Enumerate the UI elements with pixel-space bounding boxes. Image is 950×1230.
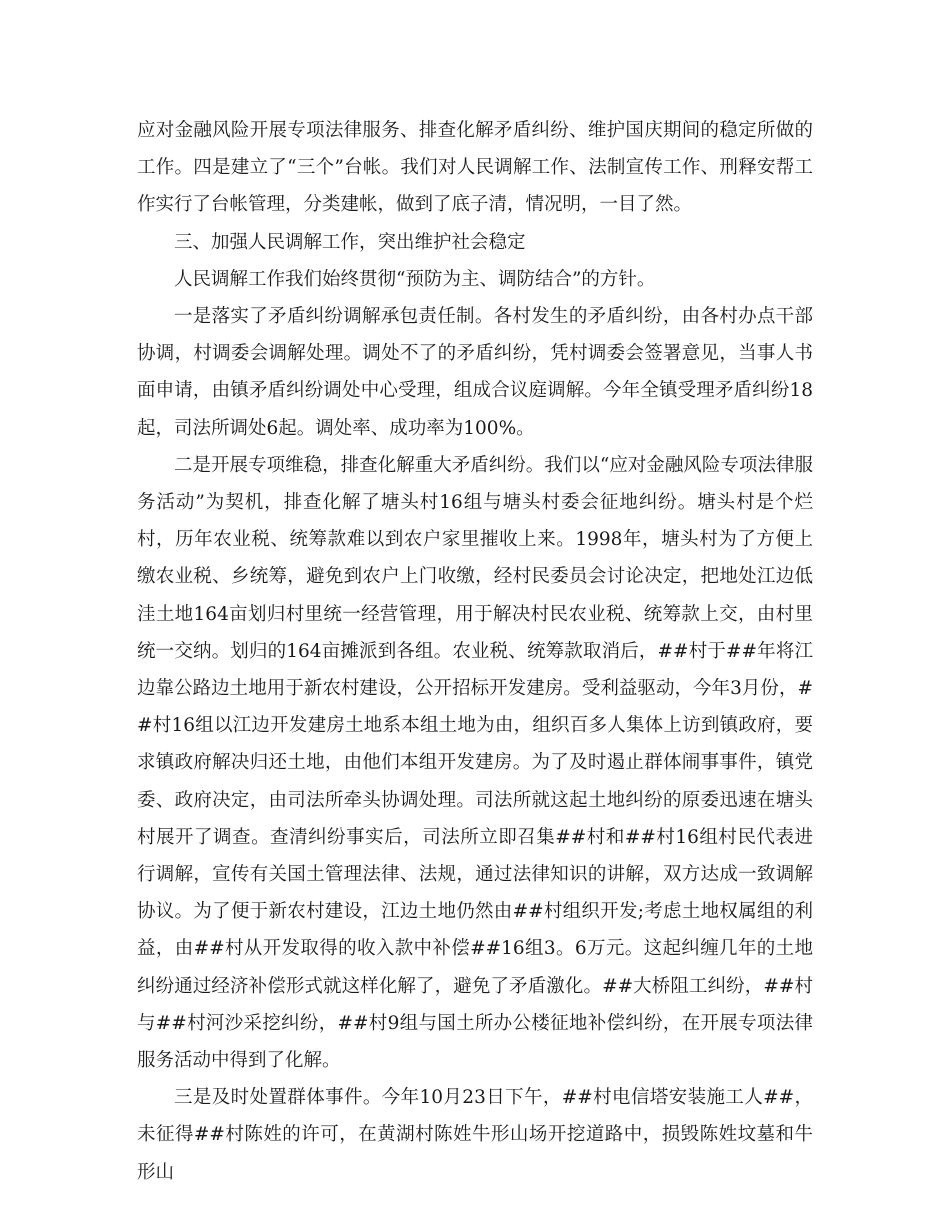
paragraph-group-incident: 三是及时处置群体事件。今年10月23日下午，##村电信塔安装施工人##，未征得##村陈姓的许可，在黄湖村陈姓牛形山场开挖道路中，损毁陈姓坟墓和牛形山 bbox=[137, 1087, 813, 1183]
paragraph-continuation: 应对金融风险开展专项法律服务、排查化解矛盾纠纷、维护国庆期间的稳定所做的工作。四是建立了“三个”台帐。我们对人民调解工作、法制宣传工作、刑释安帮工作实行了台帐管理，分类建帐，做到了底子清，情况明，一目了然。 bbox=[137, 120, 813, 216]
paragraph-policy: 人民调解工作我们始终贯彻“预防为主、调防结合”的方针。 bbox=[174, 268, 656, 290]
section-heading: 三、加强人民调解工作，突出维护社会稳定 bbox=[174, 231, 526, 253]
paragraph-special-stability: 二是开展专项维稳，排查化解重大矛盾纠纷。我们以“应对金融风险专项法律服务活动”为契机，排查化解了塘头村16组与塘头村委会征地纠纷。塘头村是个烂村，历年农业税、统筹款难以到农户家里摧收上来。1998年，塘头村为了方便上缴农业税、乡统筹，避免到农户上门收缴，经村民委员会讨论决定，把地处江边低洼土地164亩划归村里统一经营管理，用于解决村民农业税、统筹款上交，由村里统一交纳。划归的164亩摊派到各组。农业税、统筹款取消后，##村于##年将江边靠公路边土地用于新农村建设，公开招标开发建房。受利益驱动，今年3月份，##村16组以江边开发建房土地系本组土地为由，组织百多人集体上访到镇政府，要求镇政府解决归还土地，由他们本组开发建房。为了及时遏止群体闹事事件，镇党委、政府决定，由司法所牵头协调处理。司法所就这起土地纠纷的原委迅速在塘头村展开了调查。查清纠纷事实后，司法所立即召集##村和##村16组村民代表进行调解，宣传有关国土管理法律、法规，通过法律知识的讲解，双方达成一致调解协议。为了便于新农村建设，江边土地仍然由##村组织开发;考虑土地权属组的利益，由##村从开发取得的收入款中补偿##16组3。6万元。这起纠缠几年的土地纠纷通过经济补偿形式就这样化解了，避免了矛盾激化。##大桥阻工纠纷，##村与##村河沙采挖纠纷，##村9组与国土所办公楼征地补偿纠纷，在开展专项法律服务活动中得到了化解。 bbox=[137, 454, 813, 1072]
paragraph-responsibility-system: 一是落实了矛盾纠纷调解承包责任制。各村发生的矛盾纠纷，由各村办点干部协调，村调委会调解处理。调处不了的矛盾纠纷，凭村调委会签署意见，当事人书面申请，由镇矛盾纠纷调处中心受理，组成合议庭调解。今年全镇受理矛盾纠纷18起，司法所调处6起。调处率、成功率为100%。 bbox=[137, 306, 813, 439]
document-body bbox=[137, 112, 813, 1191]
